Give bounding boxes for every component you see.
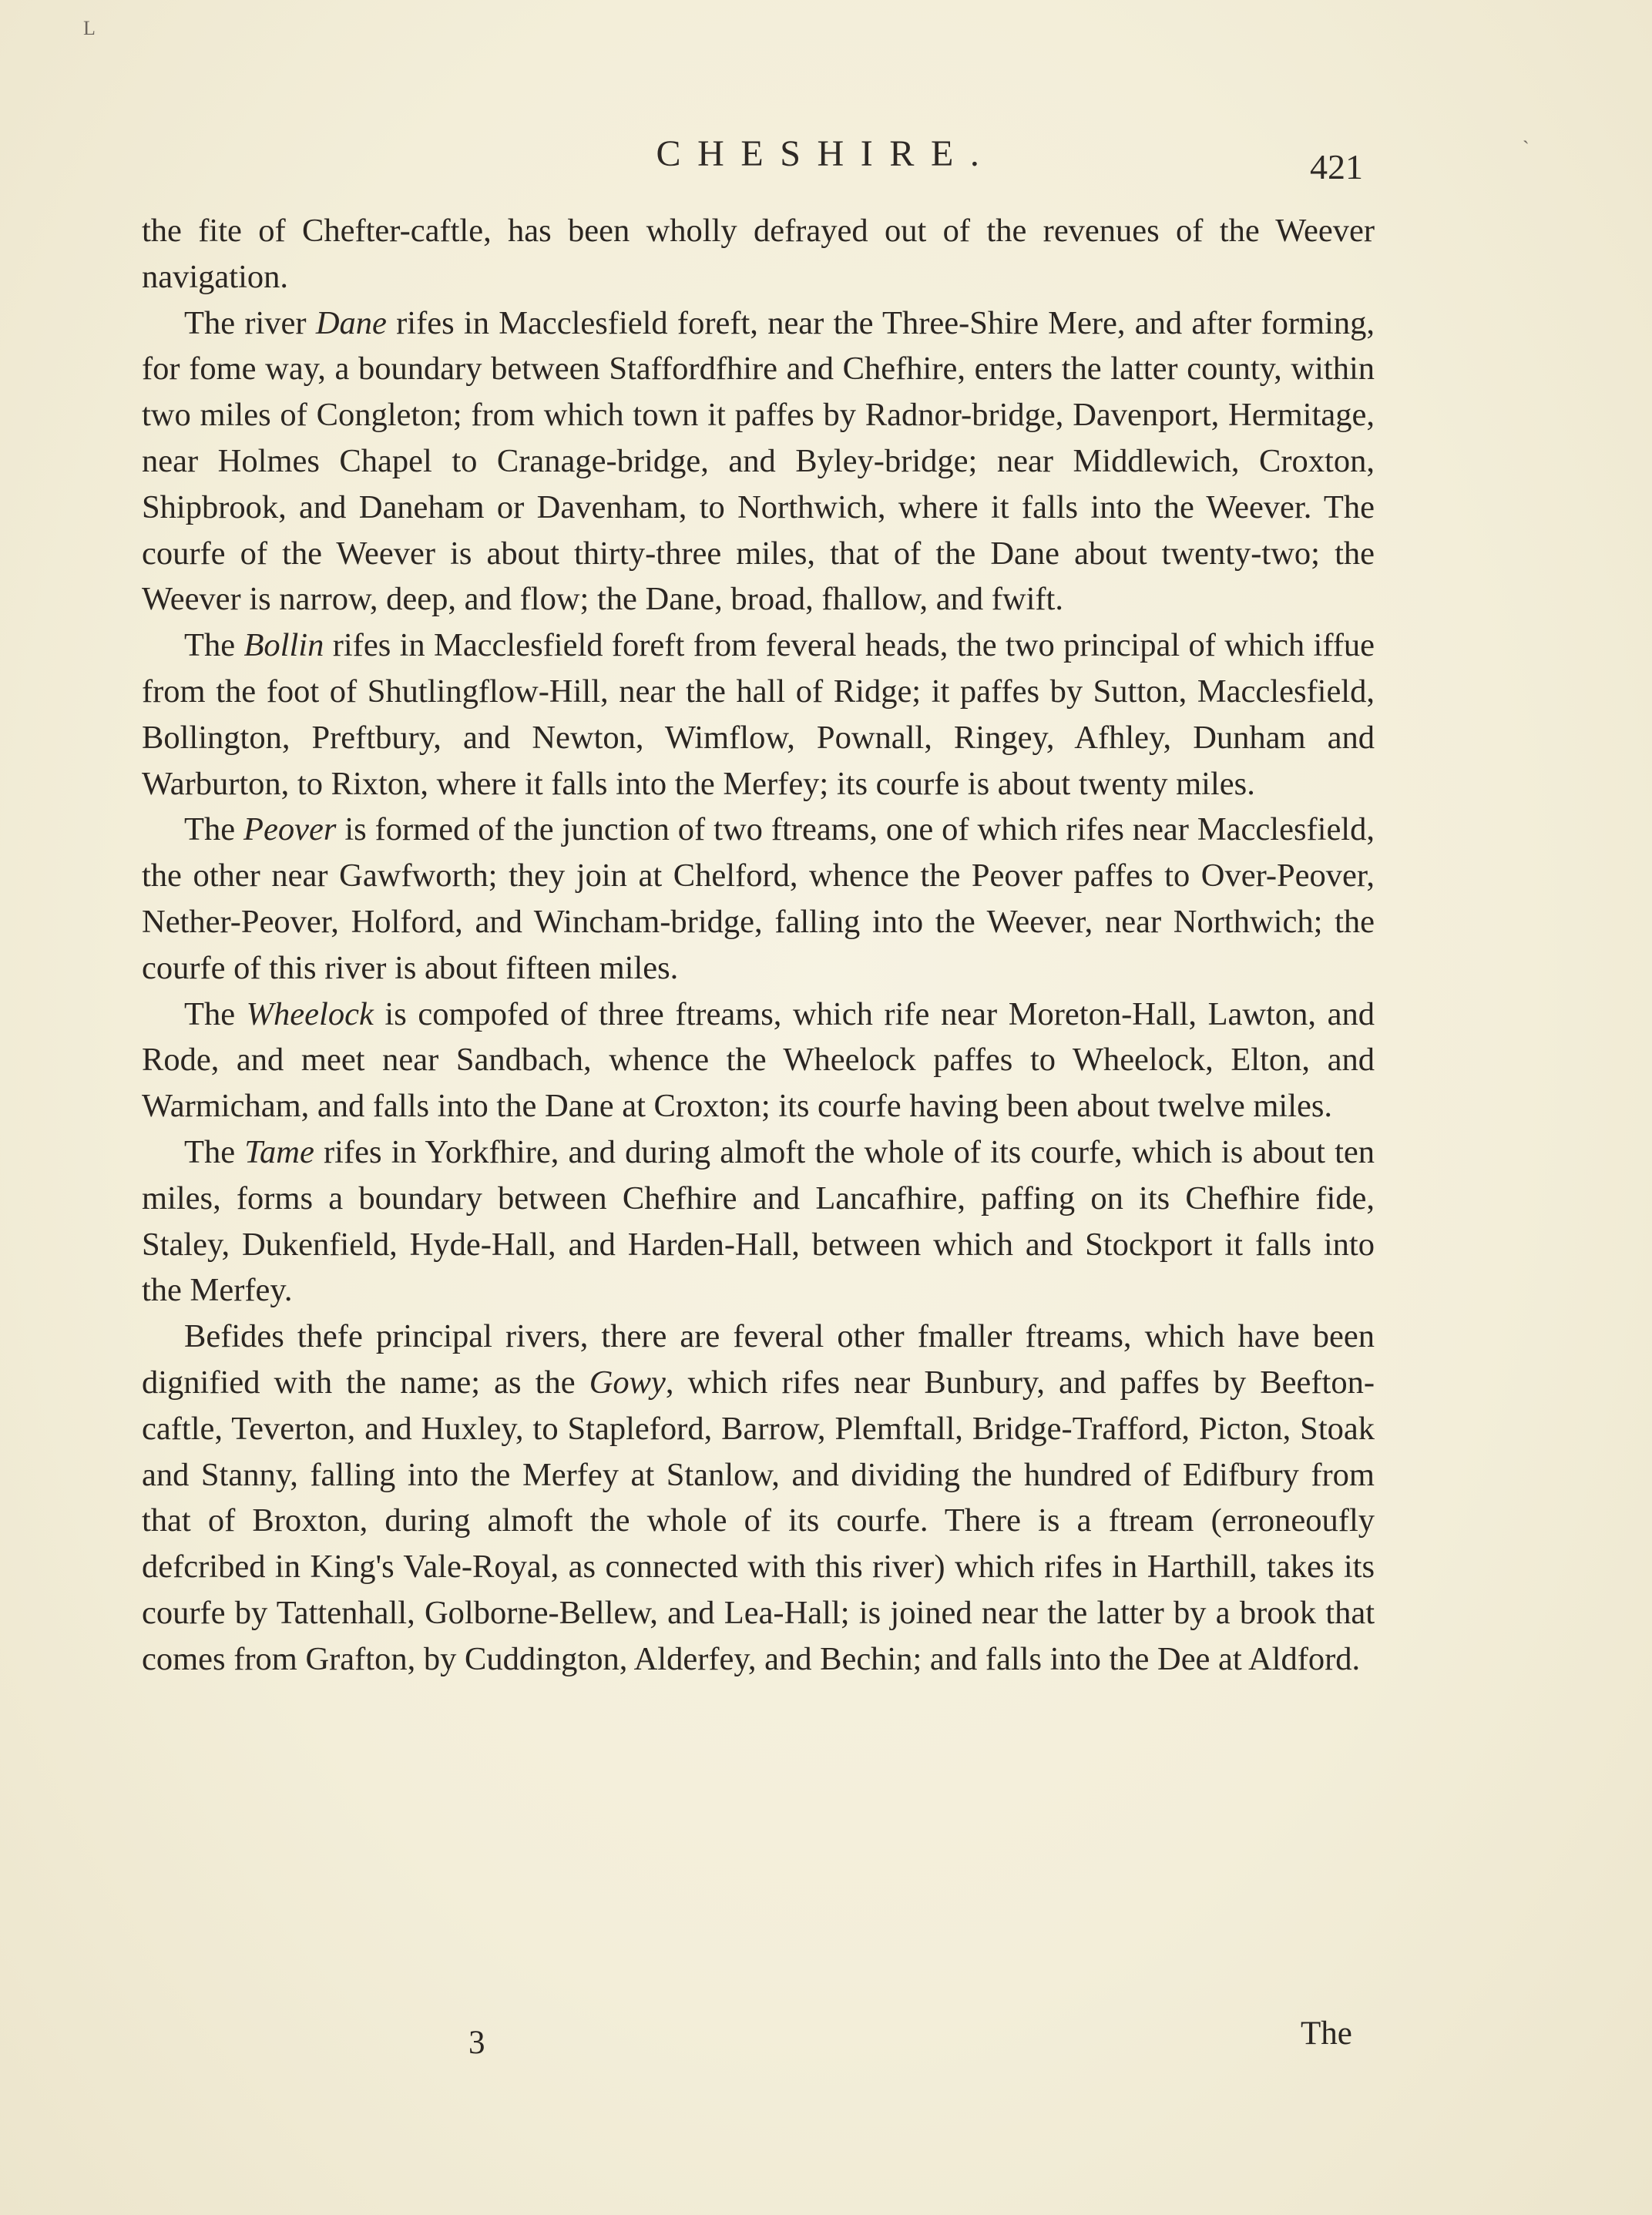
page-footer — [0, 2015, 1652, 2069]
paragraph-text: rifes in Yorkfhire, and during almoft the whole of its courfe, which is about ten miles, forms a boundary between Chefhire and Lancafhire, paffing on its Chefhire fide, Staley, Dukenfield, Hyde-Hall, and Harden-Hall, between which and Stockport it falls into the Merfey. — [142, 1133, 1375, 1309]
stray-mark-top-left: L — [83, 17, 96, 39]
paragraph-text: is formed of the junction of two ftreams, one of which rifes near Macclesfield, the other near Gawfworth; they join at Chelford, whence the Peover paffes to Over-Peover, Nether-Peover, Holford, and Wincham-bridge, falling into the Weever, near Northwich; the courfe of this river is about fifteen miles. — [142, 811, 1375, 986]
paragraph — [142, 1129, 1375, 1314]
river-name: Wheelock — [246, 995, 374, 1032]
paragraph — [142, 1314, 1375, 1682]
running-head: CHESHIRE. — [656, 133, 996, 174]
paragraph-text: rifes in Macclesfield foreft, near the Three-Shire Mere, and after forming, for fome way, a boundary between Staffordfhire and Chefhire, enters the latter county, within two miles of Congleton; from which town it paffes by Radnor-bridge, Davenport, Hermitage, near Holmes Chapel to Cranage-bridge, and Byley-bridge; near Middlewich, Croxton, Shipbrook, and Daneham or Davenham, to Northwich, where it falls into the Weever. The courfe of the Weever is about thirty-three miles, that of the Dane about twenty-two; the Weever is narrow, deep, and flow; the Dane, broad, fhallow, and fwift. — [142, 304, 1375, 618]
river-name: Bollin — [243, 627, 324, 664]
paragraph-text: , which rifes near Bunbury, and paffes by Beefton-caftle, Teverton, and Huxley, to Stapleford, Barrow, Plemftall, Bridge-Trafford, Picton, Stoak and Stanny, falling into the Merfey at Stanlow, and dividing the hundred of Edifbury from that of Broxton, during almoft the whole of its courfe. There is a ftream (erroneoufly defcribed in King's Vale-Royal, as connected with this river) which rifes in Harthill, takes its courfe by Tattenhall, Golborne-Bellew, and Lea-Hall; is joined near the latter by a brook that comes from Grafton, by Cuddington, Alderfey, and Bechin; and falls into the Dee at Aldford. — [142, 1364, 1375, 1677]
paragraph-text: The — [184, 627, 244, 664]
paragraph — [142, 208, 1375, 300]
paragraph-text: The river — [184, 304, 316, 341]
river-name: Dane — [315, 304, 387, 341]
river-name: Gowy — [589, 1364, 666, 1401]
paragraph — [142, 807, 1375, 991]
paragraph-text: rifes in Macclesfield foreft from feveral heads, the two principal of which iffue from the foot of Shutlingflow-Hill, near the hall of Ridge; it paffes by Sutton, Macclesfield, Bollington, Preftbury, and Newton, Wimflow, Pownall, Ringey, Afhley, Dunham and Warburton, to Rixton, where it falls into the Merfey; its courfe is about twenty miles. — [142, 627, 1375, 802]
catchword: The — [1301, 2015, 1352, 2052]
paragraph-text: The — [184, 811, 244, 848]
paragraph-text: Befides thefe principal rivers, there are feveral other fmaller ftreams, which have been dignified with the name; as the — [142, 1318, 1375, 1401]
paragraph-text: The — [184, 1133, 245, 1170]
body-text — [142, 208, 1375, 1683]
paragraph — [142, 992, 1375, 1129]
signature-mark: 3 — [468, 2025, 485, 2061]
paragraph-text: The — [184, 995, 247, 1032]
page-number: 421 — [1310, 147, 1363, 186]
paragraph — [142, 623, 1375, 807]
stray-mark-top-right: ` — [1523, 137, 1529, 159]
paragraph-text: the fite of Chefter-caftle, has been wholly defrayed out of the revenues of the Weever navigation. — [142, 213, 1375, 295]
river-name: Peover — [243, 811, 337, 848]
paragraph-text: is compofed of three ftreams, which rife near Moreton-Hall, Lawton, and Rode, and meet near Sandbach, whence the Wheelock paffes to Wheelock, Elton, and Warmicham, and falls into the Dane at Croxton; its courfe having been about twelve miles. — [142, 995, 1375, 1125]
river-name: Tame — [244, 1133, 314, 1170]
paragraph — [142, 300, 1375, 623]
